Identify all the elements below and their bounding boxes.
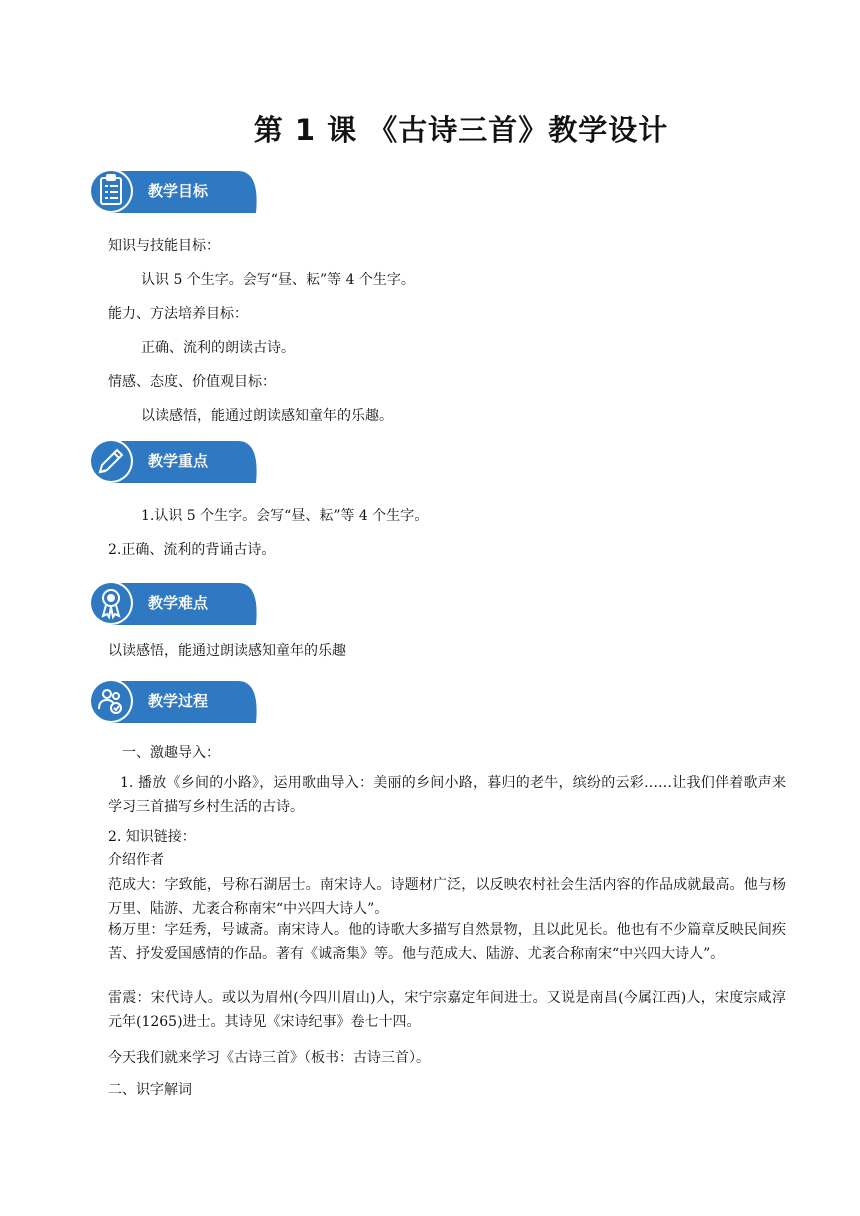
badge-label: 教学重点 bbox=[148, 452, 209, 470]
ability-label: 能力、方法培养目标： bbox=[108, 306, 248, 322]
section-badge-objectives bbox=[88, 168, 263, 214]
page-title: 第 1 课 《古诗三首》教学设计 bbox=[253, 113, 669, 147]
keypoint-2: 2.正确、流利的背诵古诗。 bbox=[108, 542, 276, 558]
emotion-label: 情感、态度、价值观目标： bbox=[108, 374, 276, 390]
ability-text: 正确、流利的朗读古诗。 bbox=[141, 340, 295, 356]
badge-label: 教学过程 bbox=[148, 692, 209, 710]
knowledge-text: 认识 5 个生字。会写“昼、耘”等 4 个生字。 bbox=[141, 272, 415, 288]
step2-heading: 2. 知识链接： bbox=[108, 829, 196, 845]
keypoint-1: 1.认识 5 个生字。会写“昼、耘”等 4 个生字。 bbox=[141, 508, 429, 524]
author-lei: 雷震：宋代诗人。或以为眉州(今四川眉山)人，宋宁宗嘉定年间进士。又说是南昌(今属江西)人，宋度宗咸淳元年(1265)进士。其诗见《宋诗纪事》卷七十四。 bbox=[108, 990, 786, 1030]
badge-label: 教学目标 bbox=[148, 182, 209, 200]
badge-label: 教学难点 bbox=[148, 594, 209, 612]
section-badge-difficulties bbox=[88, 580, 263, 626]
step1-heading: 一、激趣导入： bbox=[122, 745, 220, 761]
today-lesson: 今天我们就来学习《古诗三首》（板书：古诗三首）。 bbox=[108, 1050, 430, 1066]
author-fan: 范成大：字致能，号称石湖居士。南宋诗人。诗题材广泛，以反映农村社会生活内容的作品成就最高。他与杨万里、陆游、尤袤合称南宋“中兴四大诗人”。 bbox=[108, 877, 786, 917]
knowledge-label: 知识与技能目标： bbox=[108, 238, 220, 254]
difficulty-text: 以读感悟，能通过朗读感知童年的乐趣 bbox=[108, 643, 346, 659]
step1-item: 1. 播放《乡间的小路》，运用歌曲导入：美丽的乡间小路，暮归的老牛，缤纷的云彩……让我们伴着歌声来学习三首描写乡村生活的古诗。 bbox=[108, 775, 786, 815]
section-badge-process bbox=[88, 678, 263, 724]
author-intro: 介绍作者 bbox=[108, 852, 164, 868]
author-yang: 杨万里：字廷秀，号诚斋。南宋诗人。他的诗歌大多描写自然景物，且以此见长。他也有不少篇章反映民间疾苦、抒发爱国感情的作品。著有《诚斋集》等。他与范成大、陆游、尤袤合称南宋“中兴四大诗人”。 bbox=[108, 922, 786, 962]
emotion-text: 以读感悟，能通过朗读感知童年的乐趣。 bbox=[141, 408, 393, 424]
section-badge-keypoints bbox=[88, 438, 263, 484]
step2-heading-b: 二、识字解词 bbox=[108, 1082, 192, 1098]
